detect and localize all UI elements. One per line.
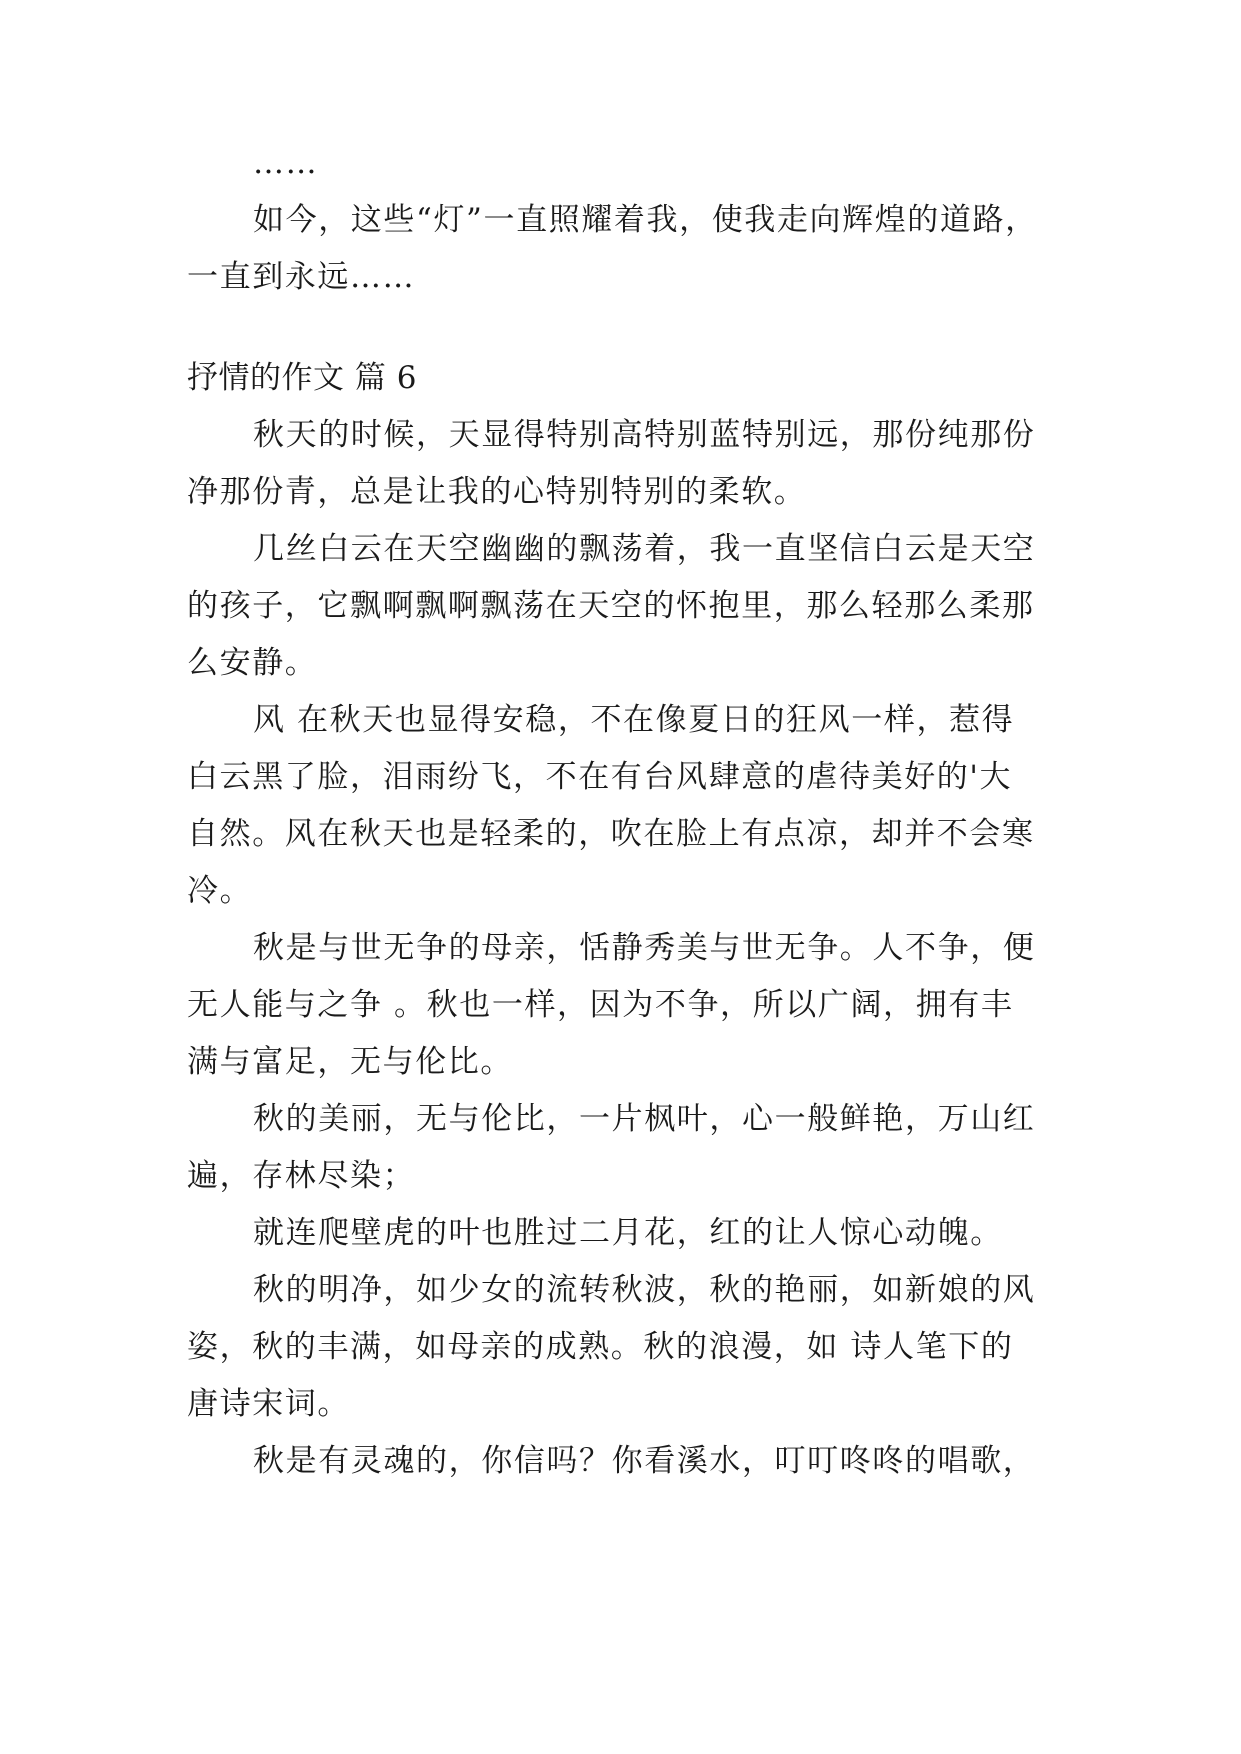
paragraph-line: 么安静。 [187,645,318,681]
paragraph-line: 净那份青，总是让我的心特别特别的柔软。 [187,474,807,510]
paragraph-line: 秋是与世无争的母亲，恬静秀美与世无争。人不争，便 [253,930,1036,966]
paragraph-line: 白云黑了脸，泪雨纷飞，不在有台风肆意的虐待美好的'大 [187,759,1013,795]
paragraph-line: 就连爬壁虎的叶也胜过二月花，红的让人惊心动魄。 [253,1215,1003,1251]
paragraph-line: 遍，存林尽染； [187,1158,416,1194]
paragraph-line: 秋是有灵魂的，你信吗？你看溪水，叮叮咚咚的唱歌， [253,1443,1036,1479]
ellipsis-line: …… [253,145,319,181]
paragraph-line: 唐诗宋词。 [187,1386,350,1422]
paragraph-line: 姿，秋的丰满，如母亲的成熟。秋的浪漫，如 诗人笔下的 [187,1329,1014,1365]
paragraph-line: 冷。 [187,873,253,909]
paragraph-line: 秋的明净，如少女的流转秋波，秋的艳丽，如新娘的风 [253,1272,1036,1308]
section-title: 抒情的作文 篇 6 [187,360,417,396]
paragraph-line: 几丝白云在天空幽幽的飘荡着，我一直坚信白云是天空 [253,531,1036,567]
paragraph-line: 风 在秋天也显得安稳，不在像夏日的狂风一样，惹得 [253,702,1015,738]
closing-line: 一直到永远…… [187,259,416,295]
paragraph-line: 自然。风在秋天也是轻柔的，吹在脸上有点凉，却并不会寒 [187,816,1035,852]
paragraph-line: 秋天的时候，天显得特别高特别蓝特别远，那份纯那份 [253,417,1036,453]
paragraph-line: 满与富足，无与伦比。 [187,1044,513,1080]
paragraph-line: 秋的美丽，无与伦比，一片枫叶，心一般鲜艳，万山红 [253,1101,1036,1137]
paragraph-line: 无人能与之争 。秋也一样，因为不争，所以广阔，拥有丰 [187,987,1014,1023]
paragraph-line: 的孩子，它飘啊飘啊飘荡在天空的怀抱里，那么轻那么柔那 [187,588,1035,624]
closing-line: 如今，这些“灯”一直照耀着我，使我走向辉煌的道路， [253,202,1038,238]
